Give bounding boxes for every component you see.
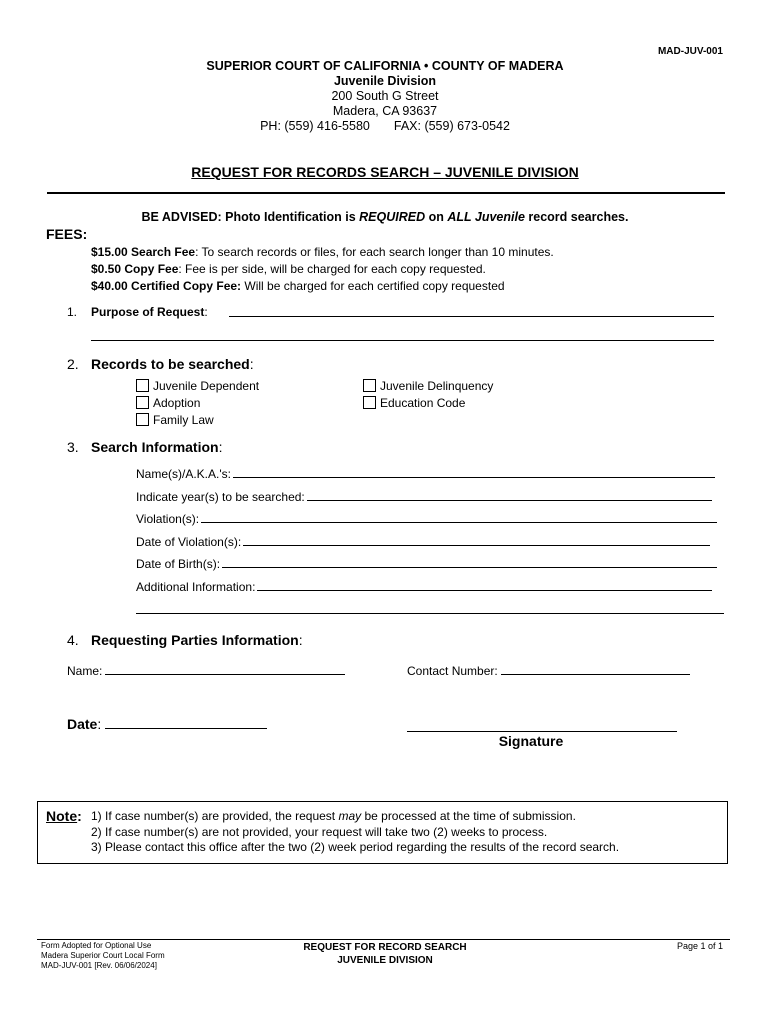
records-label-colon: :: [249, 356, 254, 372]
requester-name-field: [67, 664, 345, 678]
requesting-parties-label: [91, 632, 303, 648]
court-city: Madera, CA 93637: [332, 104, 438, 118]
contact-number-field: [407, 664, 690, 678]
note-item-2: 2) If case number(s) are not provided, your request will take two (2) weeks to process.: [91, 825, 548, 839]
purpose-line-2[interactable]: [91, 340, 714, 341]
fees-heading: FEES:: [46, 226, 88, 242]
additional-info-line-2[interactable]: [136, 613, 724, 614]
checkbox-juvenile-dependent[interactable]: [136, 379, 259, 393]
advisory-all-juvenile: ALL Juvenile: [447, 210, 525, 224]
fee-search-amount: $15.00 Search Fee: [91, 245, 196, 259]
search-info-label-text: Search Information: [91, 439, 219, 455]
checkbox-label: Education Code: [380, 396, 466, 410]
purpose-label: [91, 305, 208, 319]
form-title: REQUEST FOR RECORDS SEARCH – JUVENILE DIVISION: [191, 164, 579, 180]
requesting-parties-label-text: Requesting Parties Information: [91, 632, 299, 648]
note-item-1-pre: 1) If case number(s) are provided, the request: [91, 809, 339, 823]
checkbox-box[interactable]: [363, 396, 376, 409]
fee-certified: [91, 279, 505, 293]
signature-line[interactable]: [407, 731, 677, 732]
checkbox-family-law[interactable]: [136, 413, 214, 427]
search-info-label: [91, 439, 222, 455]
search-info-label-colon: :: [218, 439, 223, 455]
birth-date-field: [136, 557, 717, 571]
advisory-text-2: on: [425, 210, 448, 224]
fee-certified-amount: $40.00 Certified Copy Fee:: [91, 279, 242, 293]
birth-date-line[interactable]: [222, 557, 717, 568]
purpose-label-text: Purpose of Request: [91, 305, 205, 319]
note-label-colon: :: [77, 808, 82, 824]
violation-date-field: [136, 535, 710, 549]
fee-copy-amount: $0.50 Copy Fee: [91, 262, 179, 276]
checkbox-box[interactable]: [136, 413, 149, 426]
names-aka-line[interactable]: [233, 467, 715, 478]
violations-line[interactable]: [201, 512, 717, 523]
note-label-text: Note: [46, 808, 78, 824]
years-label: Indicate year(s) to be searched:: [136, 490, 305, 504]
years-field: [136, 490, 712, 504]
fee-certified-text: Will be charged for each certified copy requested: [241, 279, 505, 293]
section2-number: 2.: [67, 356, 79, 372]
checkbox-juvenile-delinquency[interactable]: [363, 379, 493, 393]
date-line[interactable]: [105, 716, 267, 729]
violations-label: Violation(s):: [136, 512, 200, 526]
footer-title: [0, 941, 770, 967]
requesting-parties-label-colon: :: [298, 632, 303, 648]
note-item-1-em: may: [338, 809, 362, 823]
court-name: SUPERIOR COURT OF CALIFORNIA • COUNTY OF MADERA: [206, 59, 564, 73]
fee-search: [91, 245, 554, 259]
footer-title-line-1: REQUEST FOR RECORD SEARCH: [303, 942, 467, 953]
contact-number-line[interactable]: [501, 664, 690, 675]
division-name: Juvenile Division: [333, 74, 437, 88]
signature-label: Signature: [498, 733, 564, 749]
footer-form-line-3: MAD-JUV-001 [Rev. 06/06/2024]: [41, 961, 157, 970]
note-item-1-post: be processed at the time of submission.: [361, 809, 576, 823]
form-id: MAD-JUV-001: [657, 46, 723, 57]
footer-form-line-2: Madera Superior Court Local Form: [41, 951, 165, 960]
date-colon: :: [97, 716, 102, 732]
requester-name-label: Name:: [67, 664, 103, 678]
section1-number: 1.: [67, 305, 78, 319]
checkbox-label: Juvenile Dependent: [153, 379, 260, 393]
additional-info-label: Additional Information:: [136, 580, 256, 594]
names-aka-label: Name(s)/A.K.A.'s:: [136, 467, 231, 481]
violations-field: [136, 512, 717, 526]
fee-copy-text: : Fee is per side, will be charged for each copy requested.: [178, 262, 486, 276]
id-advisory: [0, 210, 770, 224]
footer-rule: [37, 939, 730, 940]
additional-info-line[interactable]: [257, 580, 712, 591]
title-rule: [47, 192, 725, 194]
fee-copy: [91, 262, 486, 276]
date-field: [67, 716, 267, 732]
checkbox-education-code[interactable]: [363, 396, 465, 410]
page-number: Page 1 of 1: [676, 941, 723, 951]
advisory-text-3: record searches.: [524, 210, 629, 224]
note-item-1: [91, 809, 576, 823]
checkbox-box[interactable]: [136, 396, 149, 409]
advisory-text-1: BE ADVISED: Photo Identification is: [141, 210, 360, 224]
advisory-required: REQUIRED: [359, 210, 426, 224]
court-fax: FAX: (559) 673-0542: [393, 119, 510, 133]
checkbox-label: Adoption: [153, 396, 201, 410]
names-aka-field: [136, 467, 715, 481]
years-line[interactable]: [307, 490, 712, 501]
section3-number: 3.: [67, 439, 79, 455]
birth-date-label: Date of Birth(s):: [136, 557, 221, 571]
records-label: [91, 356, 254, 372]
records-label-text: Records to be searched: [91, 356, 250, 372]
checkbox-box[interactable]: [363, 379, 376, 392]
purpose-label-colon: :: [204, 305, 208, 319]
checkbox-label: Family Law: [153, 413, 214, 427]
contact-number-label: Contact Number:: [407, 664, 498, 678]
violation-date-line[interactable]: [243, 535, 710, 546]
requester-name-line[interactable]: [105, 664, 345, 675]
court-street: 200 South G Street: [331, 89, 439, 103]
violation-date-label: Date of Violation(s):: [136, 535, 242, 549]
note-item-3: 3) Please contact this office after the two (2) week period regarding the results of the record search.: [91, 840, 620, 854]
footer-title-line-2: JUVENILE DIVISION: [337, 955, 433, 966]
purpose-line-1[interactable]: [229, 316, 714, 317]
section4-number: 4.: [67, 632, 79, 648]
additional-info-field: [136, 580, 712, 594]
fee-search-text: : To search records or files, for each search longer than 10 minutes.: [195, 245, 554, 259]
checkbox-adoption[interactable]: [136, 396, 200, 410]
note-label: [46, 808, 82, 824]
date-label: Date: [67, 716, 98, 732]
court-contact: [0, 119, 770, 134]
court-phone: PH: (559) 416-5580: [260, 119, 370, 133]
footer-form-line-1: Form Adopted for Optional Use: [41, 941, 152, 950]
checkbox-label: Juvenile Delinquency: [380, 379, 494, 393]
checkbox-box[interactable]: [136, 379, 149, 392]
